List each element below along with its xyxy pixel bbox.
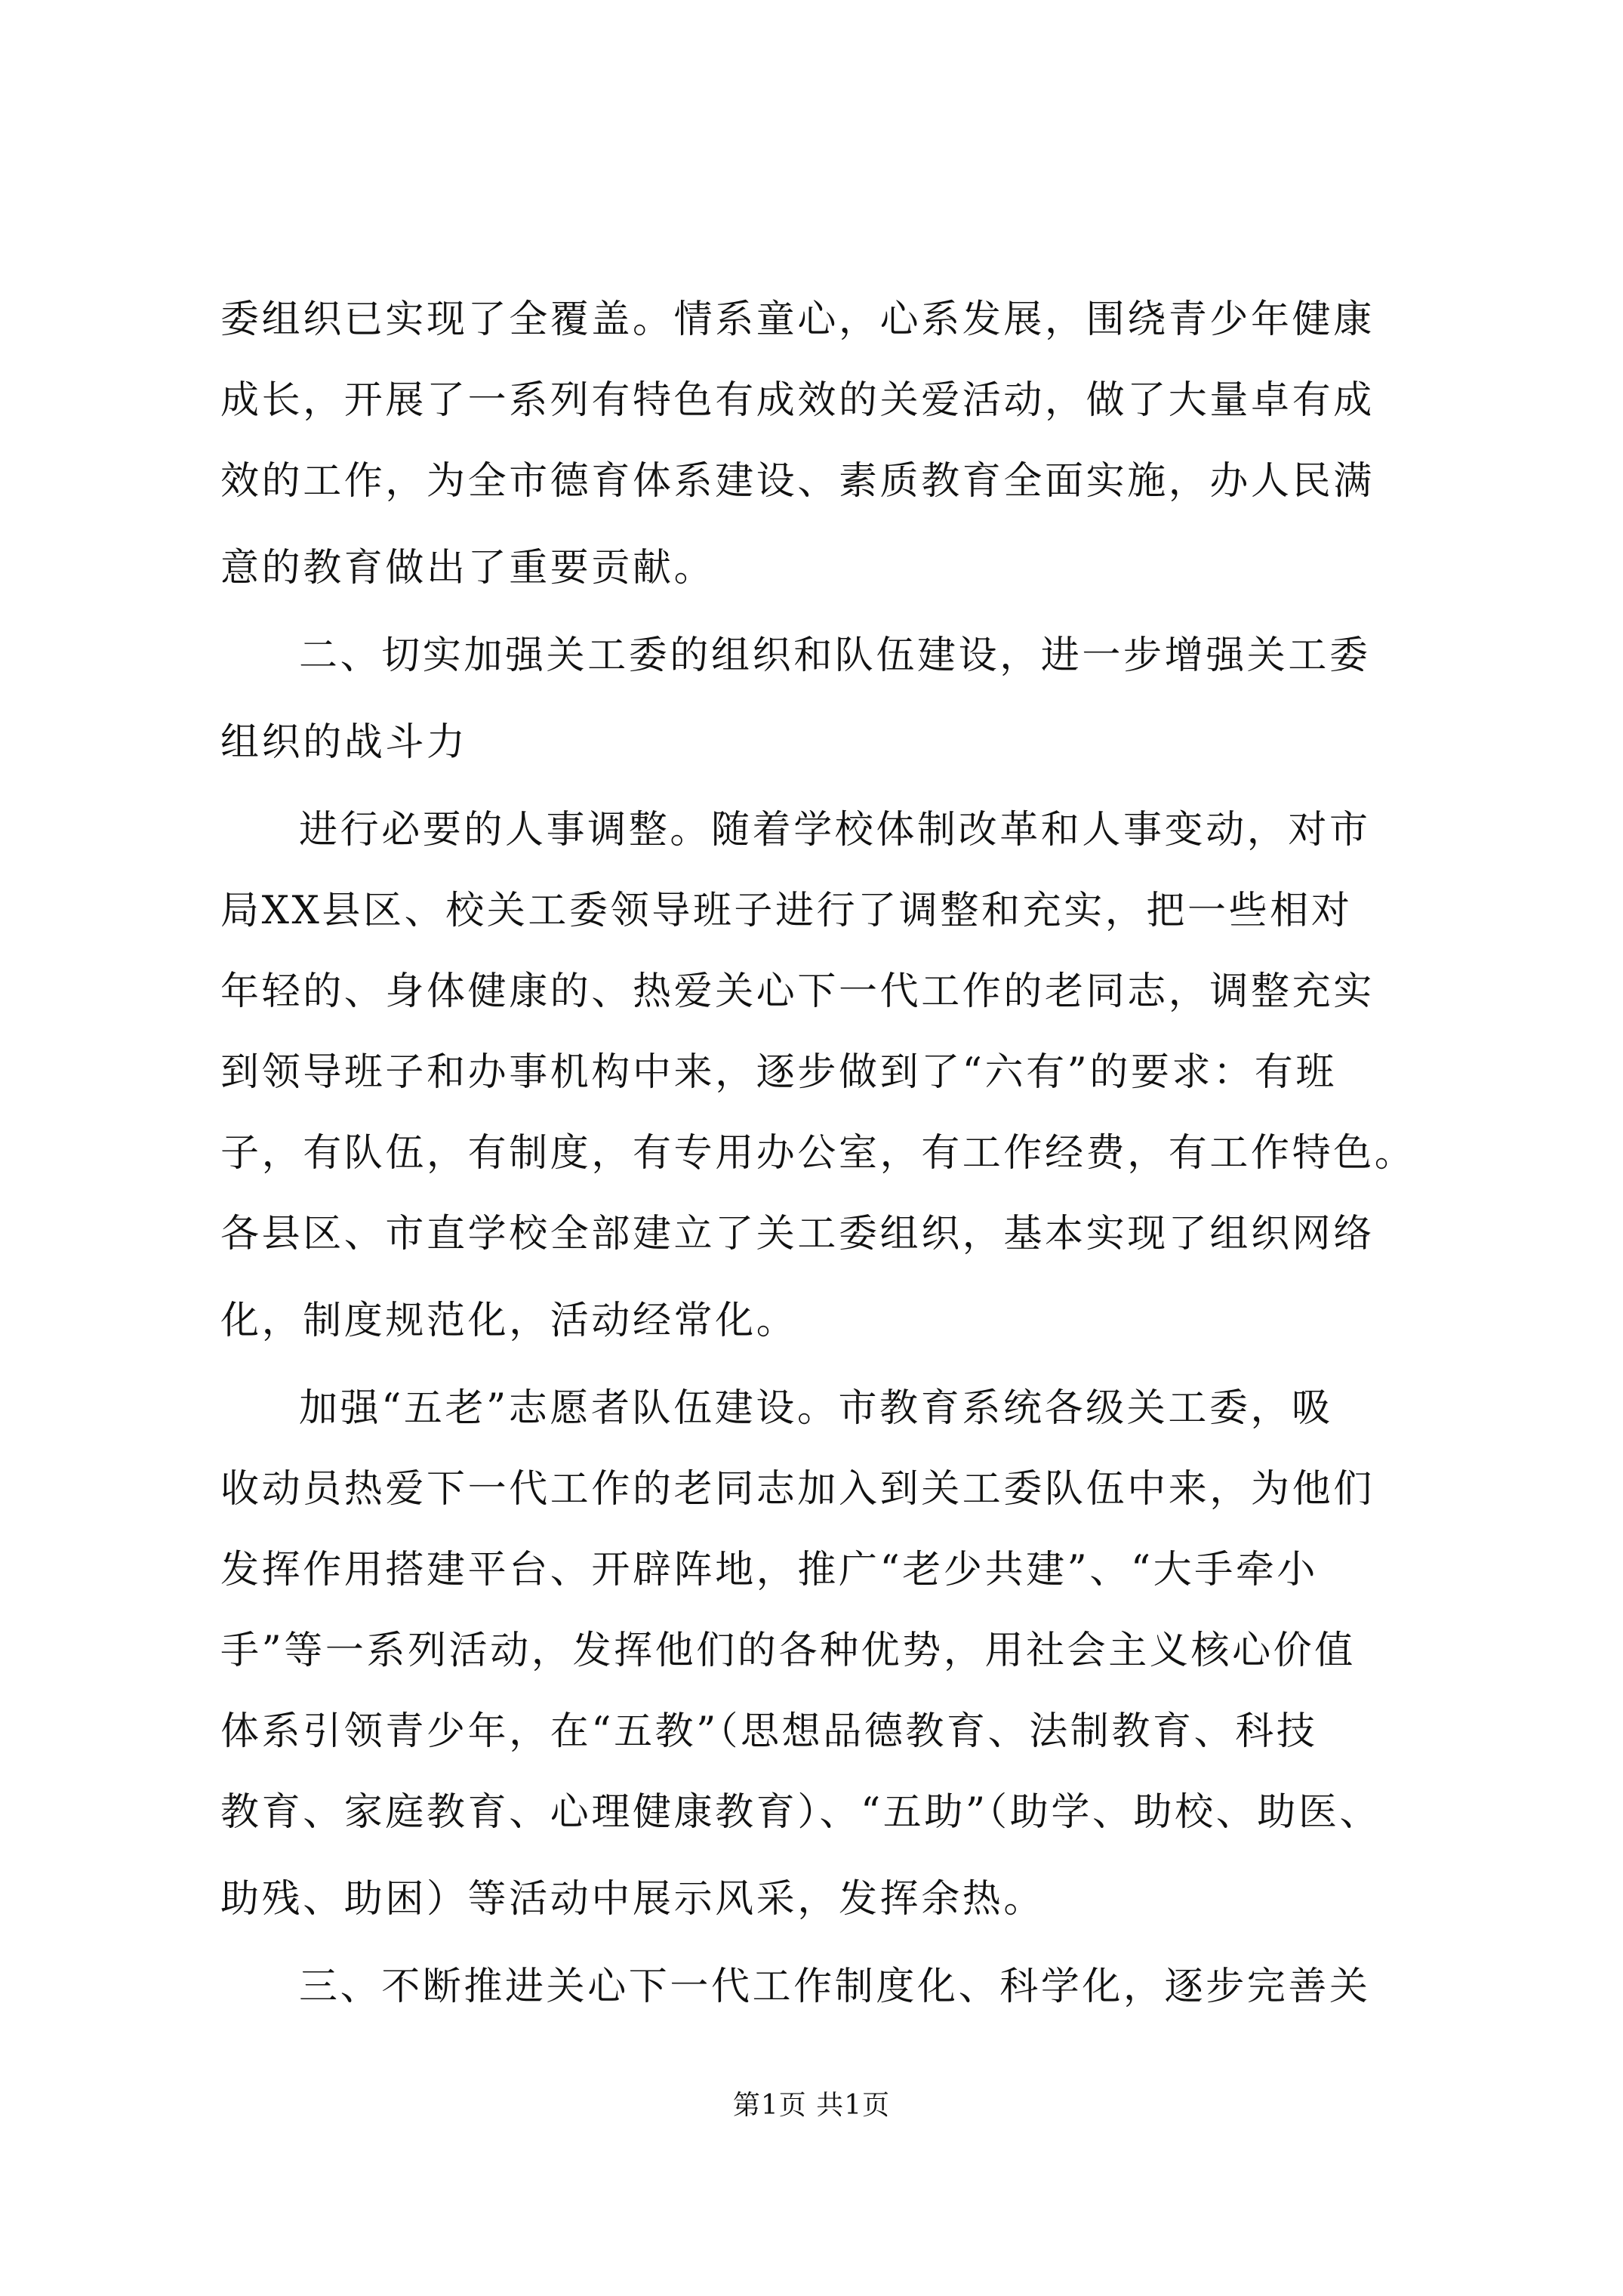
text-line: 子，有队伍，有制度，有专用办公室，有工作经费，有工作特色。 [220, 1131, 1416, 1176]
text-line: 教育、家庭教育、心理健康教育）、“五助”（助学、助校、助医、 [220, 1790, 1381, 1835]
document-body [220, 279, 1416, 2027]
text-line: 助残、助困）等活动中展示风采，发挥余热。 [220, 1877, 1046, 1922]
text-line: 体系引领青少年，在“五教”（思想品德教育、法制教育、科技 [220, 1709, 1318, 1754]
section-heading-line: 组织的战斗力 [220, 720, 468, 765]
section-heading-line: 三、不断推进关心下一代工作制度化、科学化，逐步完善关 [299, 1965, 1371, 2009]
text-line: 效的工作，为全市德育体系建设、素质教育全面实施，办人民满 [220, 459, 1375, 504]
text-line: 进行必要的人事调整。随着学校体制改革和人事变动，对市 [299, 808, 1371, 852]
text-line: 到领导班子和办事机构中来，逐步做到了“六有”的要求：有班 [220, 1050, 1337, 1095]
section-heading-line: 二、切实加强关工委的组织和队伍建设，进一步增强关工委 [299, 633, 1371, 678]
page-number-footer: 第1页 共1页 [732, 2090, 891, 2121]
text-line: 手”等一系列活动，发挥他们的各种优势，用社会主义核心价值 [220, 1629, 1356, 1673]
text-line: 意的教育做出了重要贡献。 [220, 546, 716, 590]
text-line: 局XX县区、校关工委领导班子进行了调整和充实，把一些相对 [220, 889, 1353, 933]
text-line: 年轻的、身体健康的、热爱关心下一代工作的老同志，调整充实 [220, 969, 1375, 1014]
text-line: 成长，开展了一系列有特色有成效的关爱活动，做了大量卓有成 [220, 378, 1375, 423]
text-line: 各县区、市直学校全部建立了关工委组织，基本实现了组织网络 [220, 1212, 1375, 1256]
text-line: 发挥作用搭建平台、开辟阵地，推广“老少共建”、“大手牵小 [220, 1548, 1319, 1592]
text-line: 委组织已实现了全覆盖。情系童心，心系发展，围绕青少年健康 [220, 297, 1375, 342]
text-line: 收动员热爱下一代工作的老同志加入到关工委队伍中来，为他们 [220, 1467, 1375, 1512]
text-line: 加强“五老”志愿者队伍建设。市教育系统各级关工委，吸 [299, 1386, 1333, 1431]
text-line: 化，制度规范化，活动经常化。 [220, 1299, 798, 1343]
